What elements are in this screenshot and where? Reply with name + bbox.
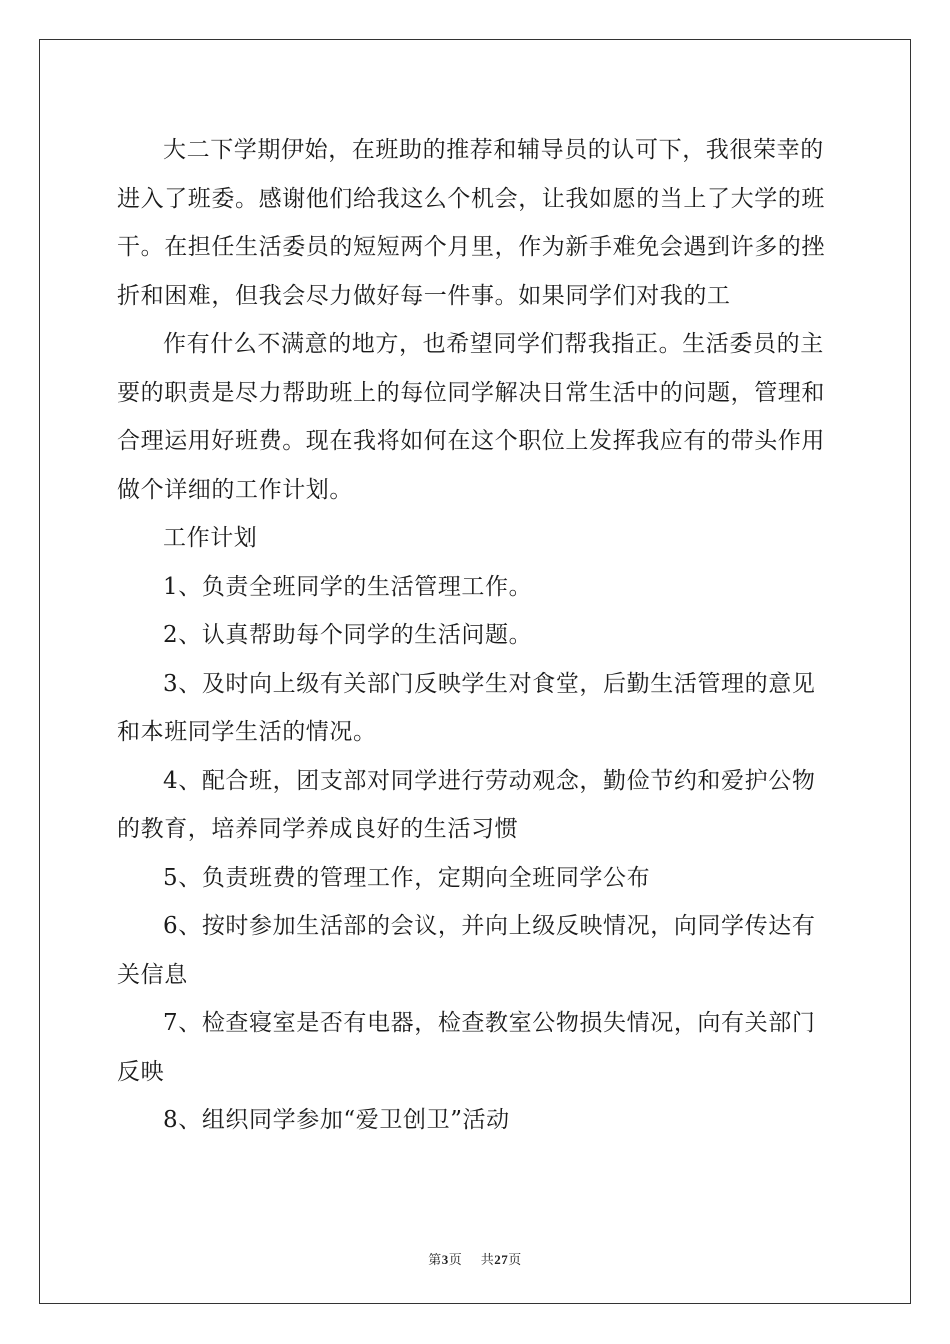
total-suffix: 页 [508,1253,522,1268]
paragraph-intro [117,126,837,320]
page-number: 3 [441,1252,449,1267]
plan-item-5 [117,854,837,903]
text-line: 要的职责是尽力帮助班上的每位同学解决日常生活中的问题，管理和 [117,379,825,406]
text-line: 反映 [117,1058,165,1085]
paragraph-duties [117,320,837,514]
page-prefix: 第 [428,1253,442,1268]
text-line: 进入了班委。感谢他们给我这么个机会，让我如愿的当上了大学的班 [117,185,825,212]
page-suffix: 页 [448,1253,463,1268]
text-line: 1、负责全班同学的生活管理工作。 [163,573,533,600]
text-line: 关信息 [117,961,188,988]
document-body [117,126,837,1145]
plan-item-4 [117,757,837,854]
plan-item-7 [117,999,837,1096]
text-line: 做个详细的工作计划。 [117,476,353,503]
plan-item-8 [117,1096,837,1145]
text-line: 6、按时参加生活部的会议，并向上级反映情况，向同学传达有 [163,913,816,939]
text-line: 2、认真帮助每个同学的生活问题。 [163,622,533,648]
total-prefix: 共 [480,1253,495,1268]
plan-item-6 [117,902,837,999]
text-line: 干。在担任生活委员的短短两个月里，作为新手难免会遇到许多的挫 [117,234,825,260]
text-line: 合理运用好班费。现在我将如何在这个职位上发挥我应有的带头作用 [117,428,825,454]
plan-item-3 [117,660,837,757]
text-line: 大二下学期伊始，在班助的推荐和辅导员的认可下，我很荣幸的 [163,137,824,163]
text-line: 7、检查寝室是否有电器，检查教室公物损失情况，向有关部门 [163,1010,816,1036]
text-line: 5、负责班费的管理工作，定期向全班同学公布 [163,864,651,891]
plan-item-1 [117,563,837,612]
text-line: 的教育，培养同学养成良好的生活习惯 [117,816,519,842]
text-line: 折和困难，但我会尽力做好每一件事。如果同学们对我的工 [117,282,731,309]
text-line: 和本班同学生活的情况。 [117,719,377,745]
section-heading-work-plan [117,514,837,563]
heading-text: 工作计划 [163,525,258,551]
page-footer [0,1249,950,1268]
text-line: 4、配合班，团支部对同学进行劳动观念，勤俭节约和爱护公物 [163,767,816,794]
text-line: 作有什么不满意的地方，也希望同学们帮我指正。生活委员的主 [163,331,824,357]
total-pages: 27 [494,1252,509,1267]
plan-item-2 [117,611,837,660]
text-line: 8、组织同学参加“爱卫创卫”活动 [163,1107,510,1133]
text-line: 3、及时向上级有关部门反映学生对食堂，后勤生活管理的意见 [163,670,816,697]
